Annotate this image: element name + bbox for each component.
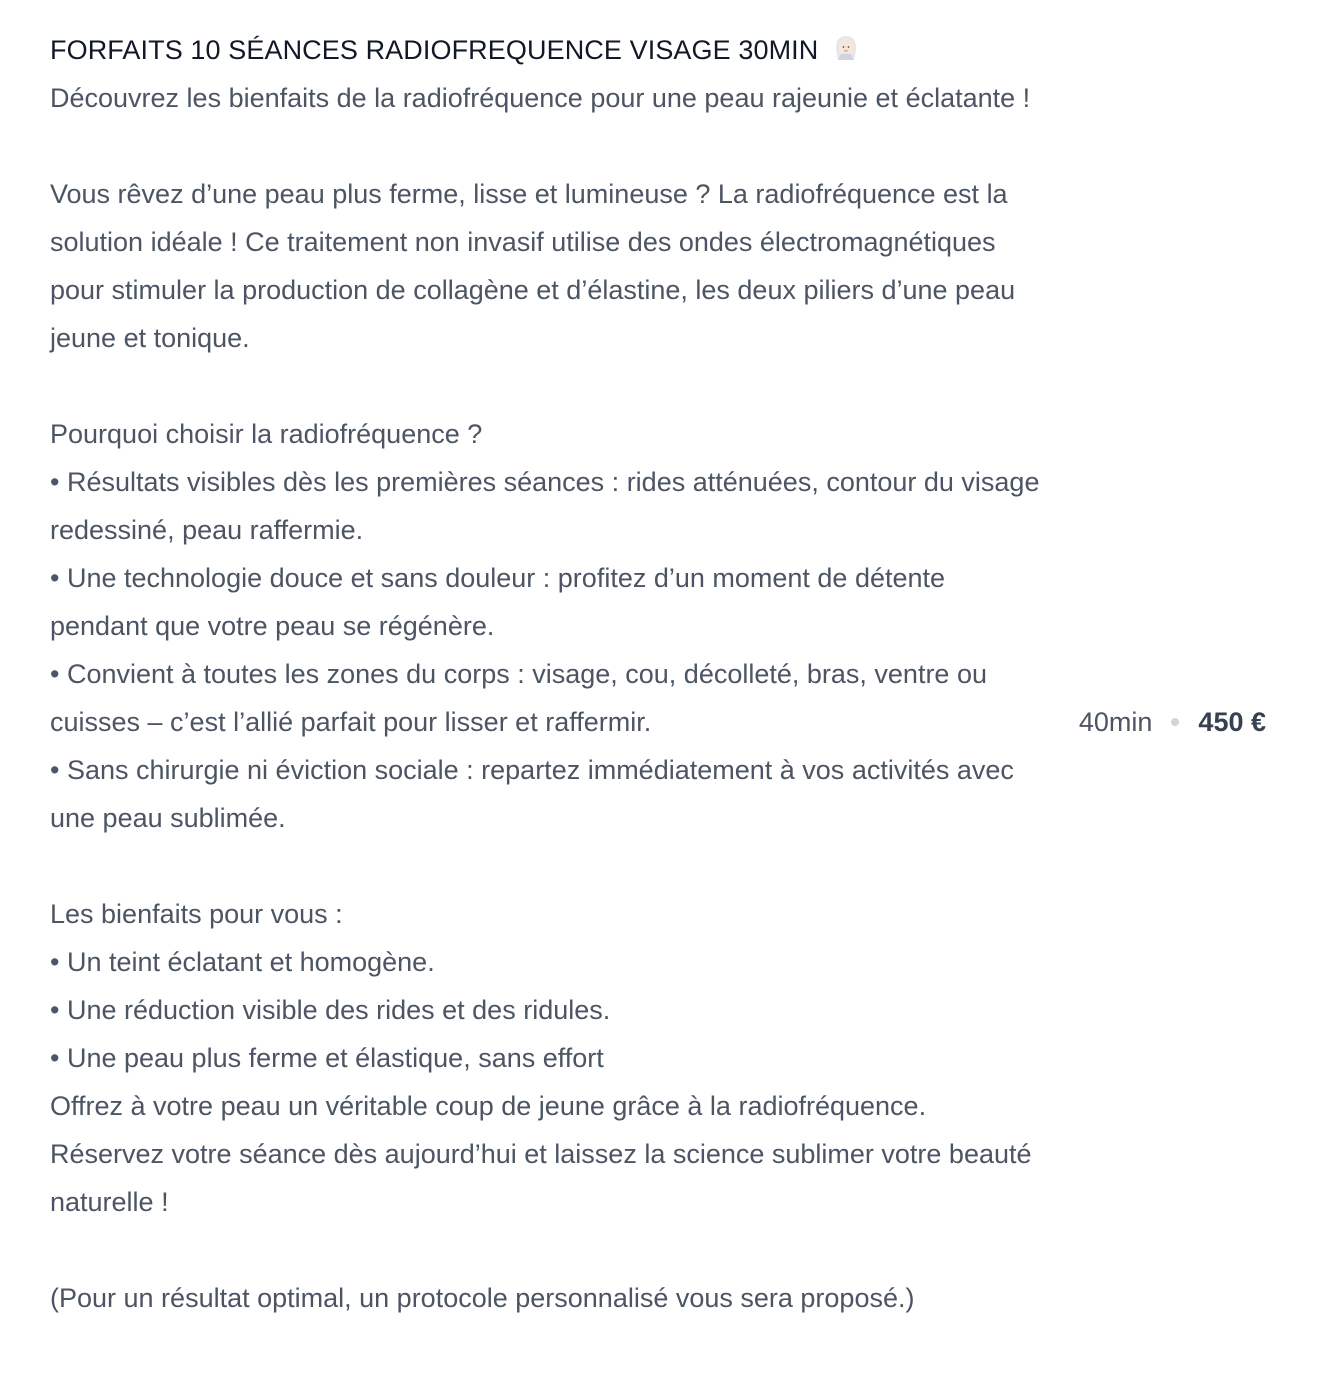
service-meta (1079, 698, 1266, 746)
separator-dot (1171, 718, 1179, 726)
service-title: FORFAITS 10 SÉANCES RADIOFREQUENCE VISAGE 30MIN (50, 35, 819, 65)
woman-with-headscarf-icon (832, 34, 860, 62)
service-title-line (50, 28, 860, 72)
service-duration: 40min (1078, 706, 1153, 737)
service-description: Découvrez les bienfaits de la radiofréquence pour une peau rajeunie et éclatante ! Vous rêvez d’une peau plus ferme, lisse et lumineuse ? La radiofréquence est la solution idéale ! Ce traitement non invasif utilise des ondes électromagnétiques pour stimuler la production de collagène et d’élastine, les deux piliers d’une peau jeune et tonique. Pourquoi choisir la radiofréquence ? • Résultats visibles dès les premières séances : rides atténuées, contour du visage redessiné, peau raffermie. • Une technologie douce et sans douleur : profitez d’un moment de détente pendant que votre peau se régénère. • Convient à toutes les zones du corps : visage, cou, décolleté, bras, ventre ou cuisses – c’est l’allié parfait pour lisser et raffermir. • Sans chirurgie ni éviction sociale : repartez immédiatement à vos activités avec une peau sublimée. Les bienfaits pour vous : • Un teint éclatant et homogène. • Une réduction visible des rides et des ridules. • Une peau plus ferme et élastique, sans effort Offrez à votre peau un véritable coup de jeune grâce à la radiofréquence. Réservez votre séance dès aujourd’hui et laissez la science sublimer votre beauté naturelle ! (Pour un résultat optimal, un protocole personnalisé vous sera proposé.) (50, 83, 1040, 1313)
service-price: 450 € (1198, 706, 1266, 737)
